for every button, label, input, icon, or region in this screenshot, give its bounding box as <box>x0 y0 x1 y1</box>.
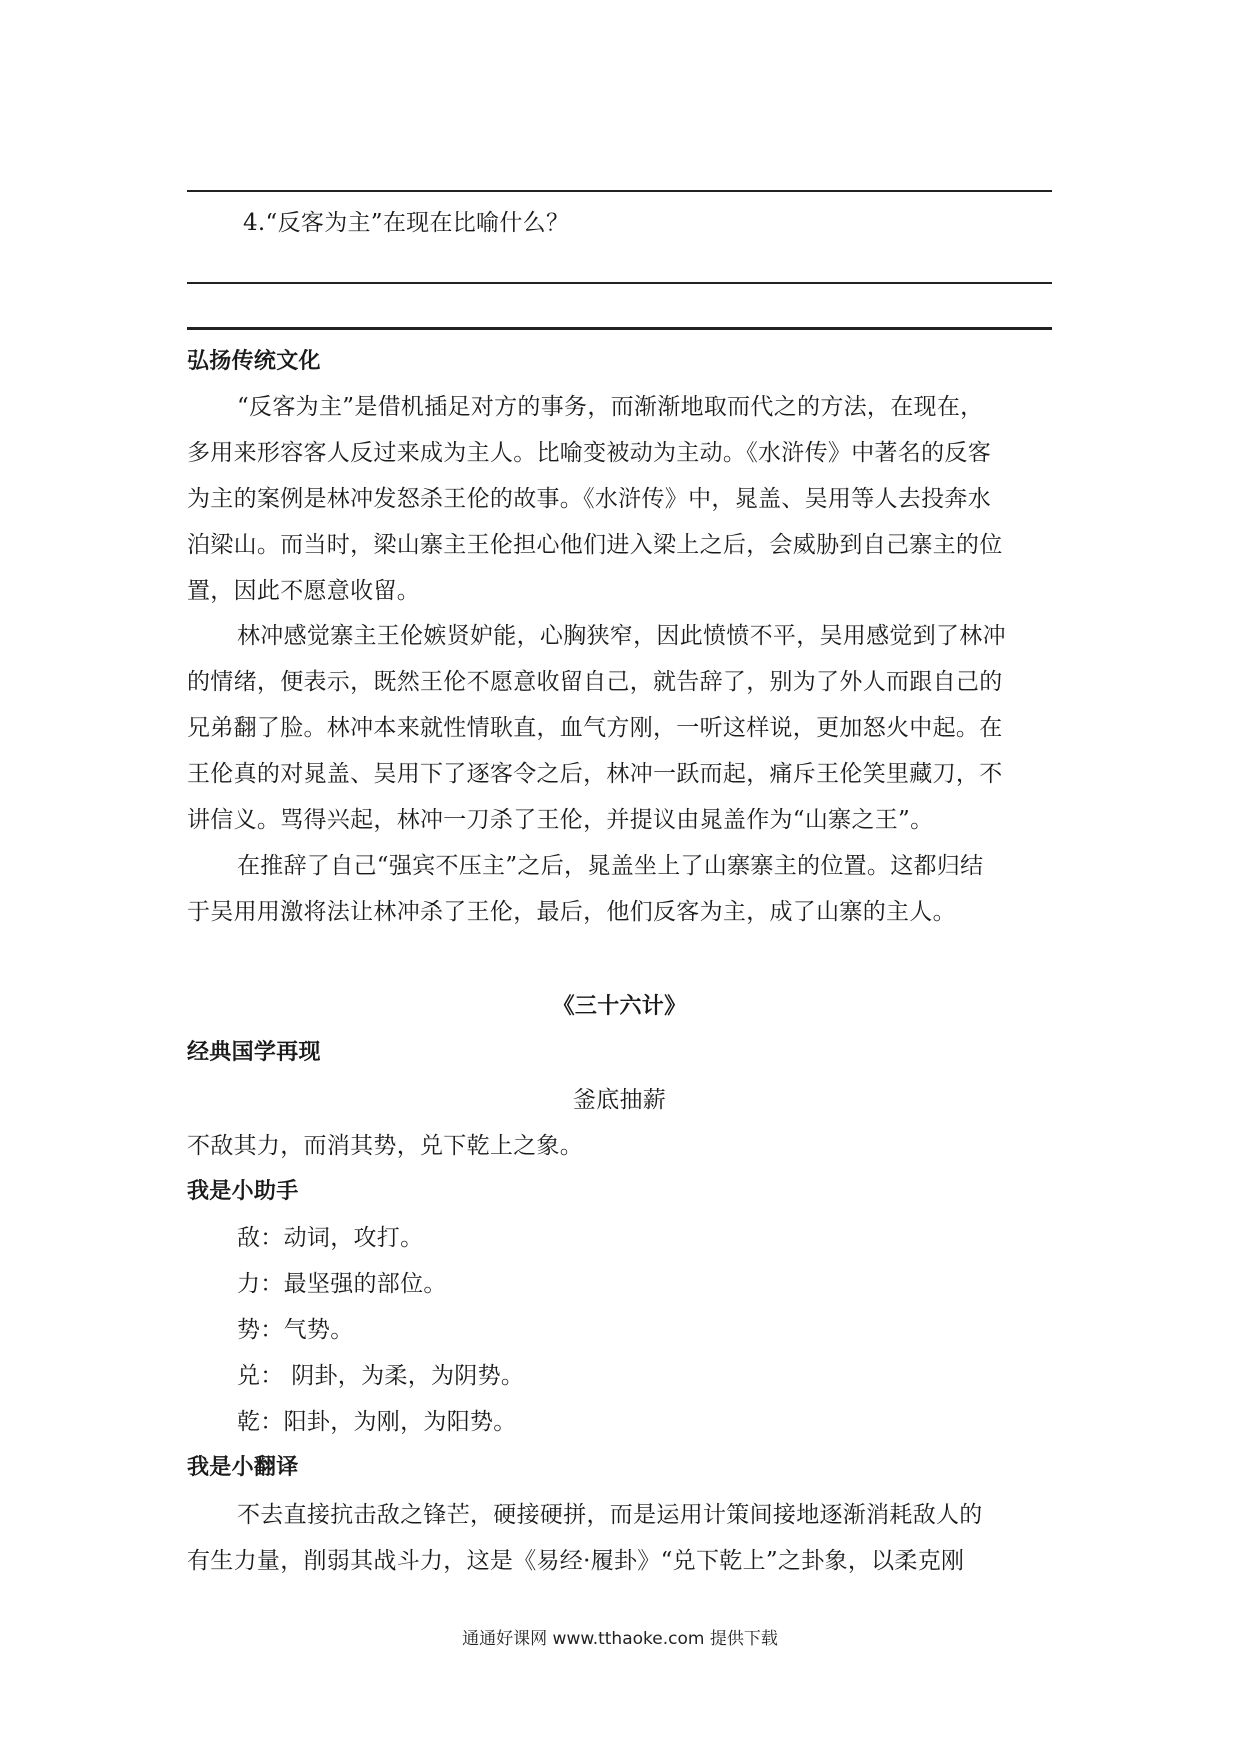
stratagem-title: 釜底抽薪 <box>572 1087 667 1113</box>
paragraph-line: 不去直接抗击敌之锋芒，硬接硬拼，而是运用计策间接地逐渐消耗敌人的 <box>237 1502 983 1528</box>
page-footer: 通通好课网 www.tthaoke.com 提供下载 <box>462 1629 778 1649</box>
glossary-item: 敌：动词，攻打。 <box>237 1225 424 1251</box>
answer-line-1 <box>187 190 1052 192</box>
glossary-item: 兑： 阴卦，为柔，为阴势。 <box>237 1363 525 1389</box>
question-4: 4.“反客为主”在现在比喻什么？ <box>243 210 570 236</box>
paragraph-line: 有生力量，削弱其战斗力，这是《易经·履卦》“兑下乾上”之卦象，以柔克刚 <box>187 1548 965 1574</box>
paragraph-line: 兄弟翻了脸。林冲本来就性情耿直，血气方刚，一听这样说，更加怒火中起。在 <box>187 715 1003 741</box>
section-heading-culture: 弘扬传统文化 <box>187 349 321 374</box>
paragraph-line: 置，因此不愿意收留。 <box>187 578 420 604</box>
glossary-item: 势：气势。 <box>237 1317 354 1343</box>
paragraph-line: 在推辞了自己“强宾不压主”之后，晁盖坐上了山寨寨主的位置。这都归结 <box>237 853 984 879</box>
section-heading-helper: 我是小助手 <box>187 1179 299 1204</box>
paragraph-line: 多用来形容客人反过来成为主人。比喻变被动为主动。《水浒传》中著名的反客 <box>187 440 991 466</box>
glossary-item: 乾：阳卦，为刚，为阳势。 <box>237 1409 517 1435</box>
glossary-item: 力：最坚强的部位。 <box>237 1271 447 1297</box>
paragraph-line: “反客为主”是借机插足对方的事务，而渐渐地取而代之的方法，在现在， <box>237 394 984 420</box>
section-divider <box>187 327 1052 330</box>
section-heading-translation: 我是小翻译 <box>187 1455 299 1480</box>
paragraph-line: 林冲感觉寨主王伦嫉贤妒能，心胸狭窄，因此愤愤不平，吴用感觉到了林冲 <box>237 623 1006 649</box>
book-title: 《三十六计》 <box>552 994 687 1019</box>
answer-line-2 <box>187 282 1052 284</box>
paragraph-line: 王伦真的对晁盖、吴用下了逐客令之后，林冲一跃而起，痛斥王伦笑里藏刀，不 <box>187 761 1003 787</box>
stratagem-text: 不敌其力，而消其势，兑下乾上之象。 <box>187 1133 584 1159</box>
paragraph-line: 的情绪，便表示，既然王伦不愿意收留自己，就告辞了，别为了外人而跟自己的 <box>187 669 1003 695</box>
paragraph-line: 于吴用用激将法让林冲杀了王伦，最后，他们反客为主，成了山寨的主人。 <box>187 899 956 925</box>
paragraph-line: 为主的案例是林冲发怒杀王伦的故事。《水浒传》中，晁盖、吴用等人去投奔水 <box>187 486 991 512</box>
paragraph-line: 讲信义。骂得兴起，林冲一刀杀了王伦，并提议由晁盖作为“山寨之王”。 <box>187 807 934 833</box>
section-heading-classics: 经典国学再现 <box>187 1040 321 1065</box>
paragraph-line: 泊梁山。而当时，梁山寨主王伦担心他们进入梁上之后，会威胁到自己寨主的位 <box>187 532 1003 558</box>
